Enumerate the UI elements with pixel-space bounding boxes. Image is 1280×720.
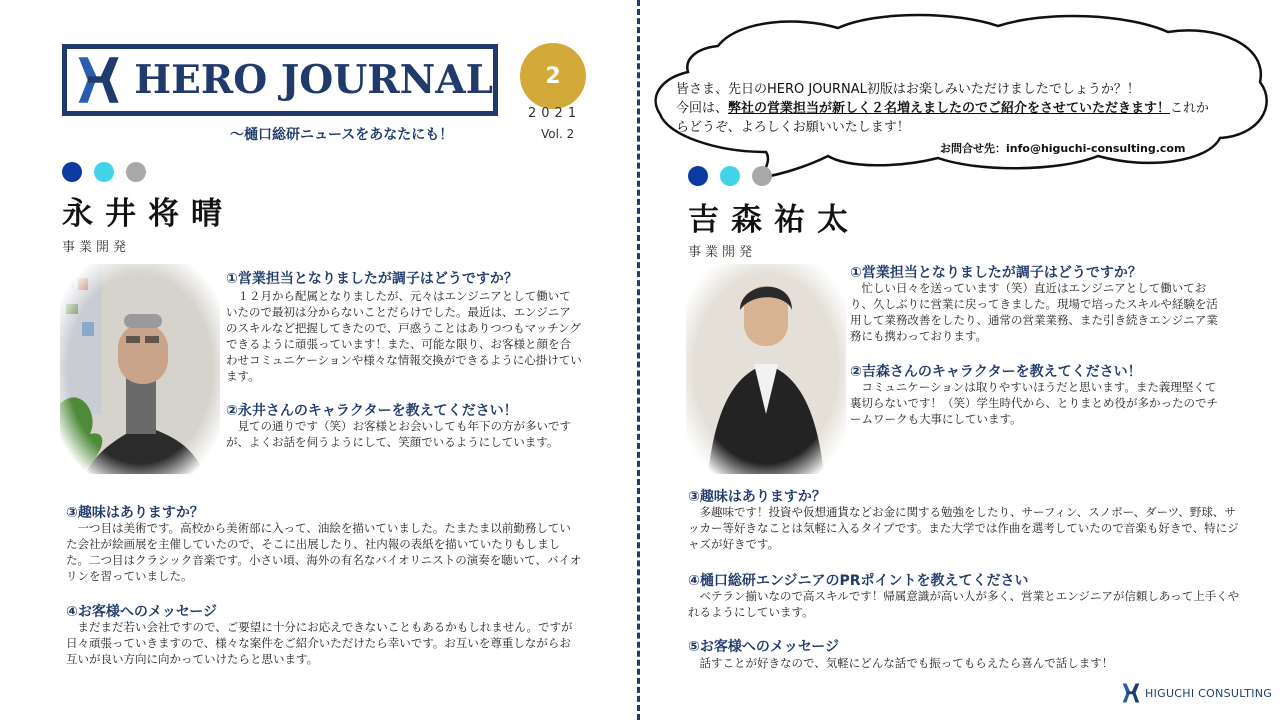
center-divider [637,0,640,720]
bubble-line2-bold: 弊社の営業担当が新しく２名増えましたのでご紹介をさせていただきます！ [728,101,1171,116]
right-q2: ②吉森さんのキャラクターを教えてください！ [850,364,1142,380]
issue-badge: 2 [520,43,586,109]
right-q1: ①営業担当となりましたが調子はどうですか？ [850,265,1142,281]
dot-blue [62,162,82,182]
dot-gray [752,166,772,186]
bubble-line2-prefix: 今回は、 [676,101,729,116]
tagline: ～樋口総研ニュースをあなたにも！ [230,127,454,143]
right-q3: ③趣味はありますか？ [688,489,826,505]
contact-info: お問合せ先：info@higuchi-consulting.com [940,142,1186,155]
left-a1: １２月から配属となりましたが、元々はエンジニアとして働いていたので最初は分からないことだらけでした。最近は、エンジニアのスキルなど把握してきたので、戸惑うことはありつつもマッチングできるように頑張っています！また、可能な限り、お客様と顔を合わせコミュニケーションや様々な情報交換ができるように心掛けています。 [226,289,582,383]
right-q4: ④樋口総研エンジニアのPRポイントを教えてください [688,573,1029,589]
dot-cyan [94,162,114,182]
left-a4: まだまだ若い会社ですので、ご要望に十分にお応えできないこともあるかもしれません。ですが日々頑張っていきますので、様々な案件をご紹介いただけたら幸いです。お互いを尊重しながらお互いが良い方向に向かっていけたらと思います。 [66,620,573,666]
left-q1: ①営業担当となりましたが調子はどうですか？ [226,271,518,287]
dot-cyan [720,166,740,186]
right-a4: ベテラン揃いなので高スキルです！帰属意識が高い人が多く、営業とエンジニアが信頼しあって上手くやれるようにしています。 [688,589,1240,619]
bubble-message [676,80,1218,137]
footer-company: HIGUCHI CONSULTING [1145,686,1273,700]
h-logo-icon [75,51,122,109]
left-q4: ④お客様へのメッセージ [66,604,218,620]
left-person-photo [60,264,220,474]
left-a3: 一つ目は美術です。高校から美術部に入って、油絵を描いていました。たまたま以前勤務していた会社が絵画展を主催していたので、そこに出展したり、社内報の表紙を描いていたりもしました。二つ目はクラシック音楽です。小さい頃、海外の有名なバイオリニストの演奏を聴いて、バイオリンを習っていました。 [66,521,582,583]
logo-title: HERO JOURNAL [134,57,493,103]
right-person-name: 吉森祐太 [688,202,860,238]
right-q5: ⑤お客様へのメッセージ [688,639,840,655]
right-person-dept: 事業開発 [688,245,757,260]
right-a1: 忙しい日々を送っています（笑）直近はエンジニアとして働いており、久しぶりに営業に戻ってきました。現場で培ったスキルや経験を活用して業務改善をしたり、通常の営業業務、また引き続きエンジニア業務にも携わっております。 [850,281,1218,343]
left-q3: ③趣味はありますか？ [66,505,204,521]
left-a2: 見ての通りです（笑）お客様とお会いしても年下の方が多いですが、よくお話を伺うようにして、笑顔でいるようにしています。 [226,419,571,449]
right-a5: 話すことが好きなので、気軽にどんな話でも振ってもらえたら喜んで話します！ [688,656,1114,670]
left-person-dept: 事業開発 [62,240,131,255]
dot-blue [688,166,708,186]
footer-logo [1121,682,1272,704]
bubble-line2 [676,99,1218,137]
decorative-dots [62,162,146,182]
right-a3: 多趣味です！投資や仮想通貨などお金に関する勉強をしたり、サーフィン、スノボー、ダーツ、野球、サッカー等好きなことは気軽に入るタイプです。また大学では作曲を選考していたので音楽も好きで、特にジャズが好きです。 [688,505,1239,551]
hero-journal-logo [62,44,498,116]
bubble-line1: 皆さま、先日のHERO JOURNAL初版はお楽しみいただけましたでしょうか？！ [676,82,1140,97]
issue-volume: Vol. 2 [541,127,575,141]
left-person-name: 永井将晴 [62,196,234,232]
dot-gray [126,162,146,182]
right-a2: コミュニケーションは取りやすいほうだと思います。また義理堅くて裏切らないです！（笑）学生時代から、とりまとめ役が多かったのでチームワークも大事にしています。 [850,380,1218,426]
bubble-line2-suffix: これからどうぞ、よろしくお願いいたします！ [676,101,1210,135]
left-q2: ②永井さんのキャラクターを教えてください！ [226,403,518,419]
issue-year: 2021 [528,106,582,121]
h-logo-icon [1121,682,1141,704]
decorative-dots [688,166,772,186]
right-person-photo [686,264,846,474]
